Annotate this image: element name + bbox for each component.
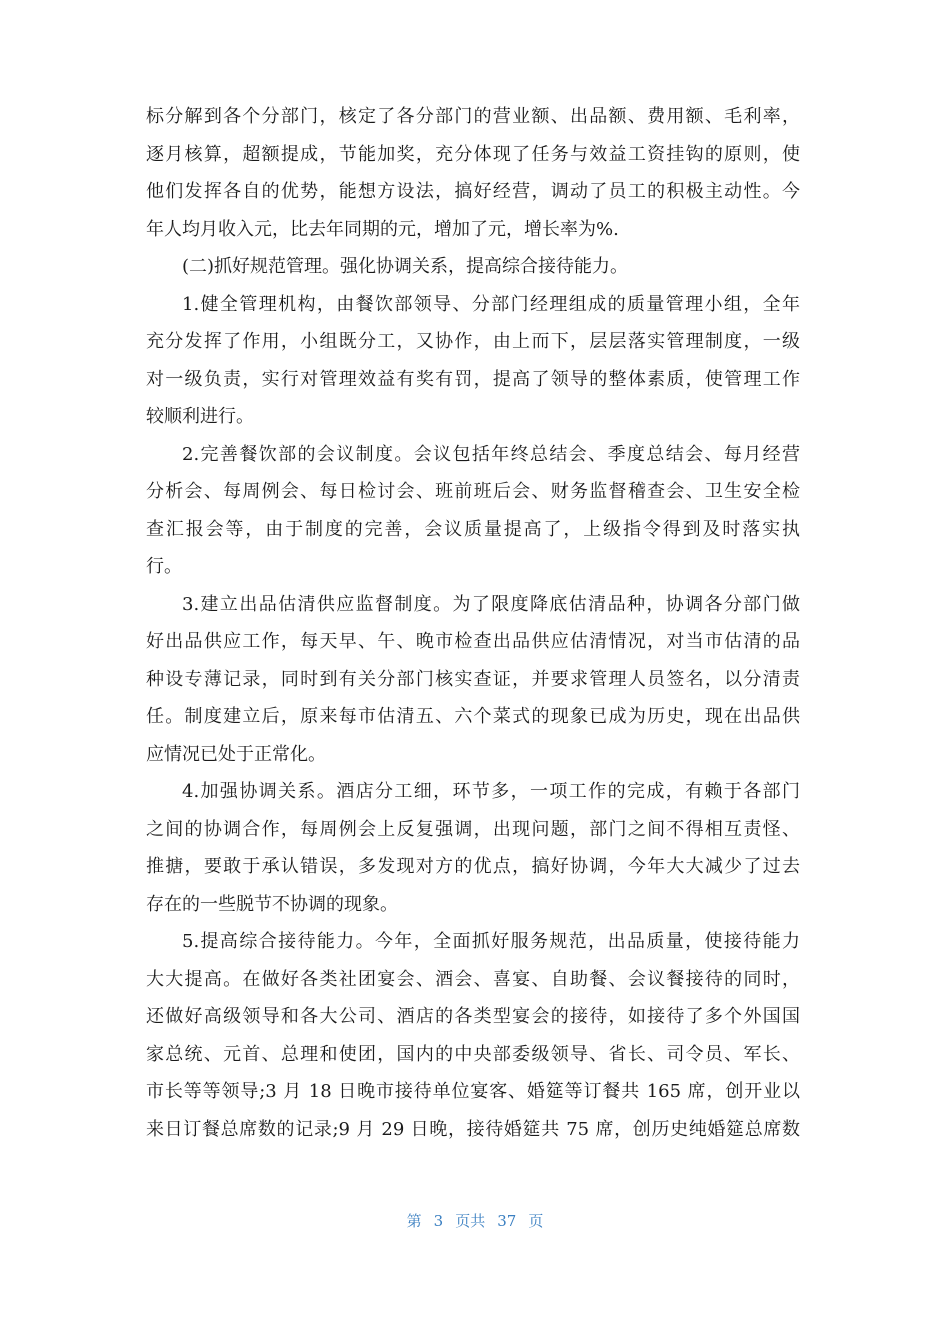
text-line: 还做好高级领导和各大公司、酒店的各类型宴会的接待，如接待了多个外国国	[146, 1006, 800, 1027]
text-line: 家总统、元首、总理和使团，国内的中央部委级领导、省长、司令员、军长、	[146, 1043, 800, 1065]
footer-label-page: 第	[406, 1212, 422, 1230]
footer-label-of: 页共	[455, 1212, 486, 1230]
text-line: 查汇报会等，由于制度的完善，会议质量提高了，上级指令得到及时落实执	[146, 518, 800, 540]
text-line: 分析会、每周例会、每日检讨会、班前班后会、财务监督稽查会、卫生安全检	[146, 481, 800, 502]
text-line: 逐月核算，超额提成，节能加奖，充分体现了任务与效益工资挂钩的原则，使	[146, 143, 800, 165]
total-pages: 37	[497, 1212, 517, 1230]
text-line: 之间的协调合作，每周例会上反复强调，出现问题，部门之间不得相互责怪、	[146, 818, 800, 840]
text-line: 种设专薄记录，同时到有关分部门核实查证，并要求管理人员签名，以分清责	[146, 668, 800, 690]
text-line: 4.加强协调关系。酒店分工细，环节多，一项工作的完成，有赖于各部门	[182, 781, 800, 802]
text-line: 市长等等领导;3 月 18 日晚市接待单位宴客、婚筵等订餐共 165 席，创开业以	[146, 1081, 800, 1102]
text-line: 较顺利进行。	[146, 406, 254, 427]
section-heading: (二)抓好规范管理。强化协调关系，提高综合接待能力。	[182, 256, 629, 277]
text-line: 好出品供应工作，每天早、午、晚市检查出品供应估清情况，对当市估清的品	[146, 631, 800, 652]
document-body	[146, 98, 800, 1148]
text-line: 行。	[146, 556, 182, 577]
text-line: 3.建立出品估清供应监督制度。为了限度降底估清品种，协调各分部门做	[182, 593, 800, 615]
text-line: 应情况已处于正常化。	[146, 743, 326, 765]
text-line: 年人均月收入元，比去年同期的元，增加了元，增长率为%.	[146, 218, 619, 240]
text-line: 充分发挥了作用，小组既分工，又协作，由上而下，层层落实管理制度，一级	[146, 331, 800, 352]
text-line: 标分解到各个分部门，核定了各分部门的营业额、出品额、费用额、毛利率，	[146, 106, 800, 127]
text-line: 他们发挥各自的优势，能想方设法，搞好经营，调动了员工的积极主动性。今	[146, 181, 800, 202]
text-line: 5.提高综合接待能力。今年，全面抓好服务规范，出品质量，使接待能力	[182, 931, 800, 952]
text-line: 来日订餐总席数的记录;9 月 29 日晚，接待婚筵共 75 席，创历史纯婚筵总席数	[146, 1118, 800, 1140]
text-line: 1.健全管理机构，由餐饮部领导、分部门经理组成的质量管理小组，全年	[182, 293, 800, 315]
text-line: 对一级负责，实行对管理效益有奖有罚，提高了领导的整体素质，使管理工作	[146, 368, 800, 390]
text-line: 存在的一些脱节不协调的现象。	[146, 893, 398, 915]
text-line: 推搪，要敢于承认错误，多发现对方的优点，搞好协调，今年大大减少了过去	[146, 856, 800, 877]
footer-label-end: 页	[528, 1212, 544, 1230]
page-number: 3	[433, 1212, 444, 1230]
text-line: 2.完善餐饮部的会议制度。会议包括年终总结会、季度总结会、每月经营	[182, 443, 800, 465]
text-line: 大大提高。在做好各类社团宴会、酒会、喜宴、自助餐、会议餐接待的同时，	[146, 968, 800, 990]
text-line: 任。制度建立后，原来每市估清五、六个菜式的现象已成为历史，现在出品供	[146, 706, 800, 727]
page-footer	[0, 1210, 950, 1231]
